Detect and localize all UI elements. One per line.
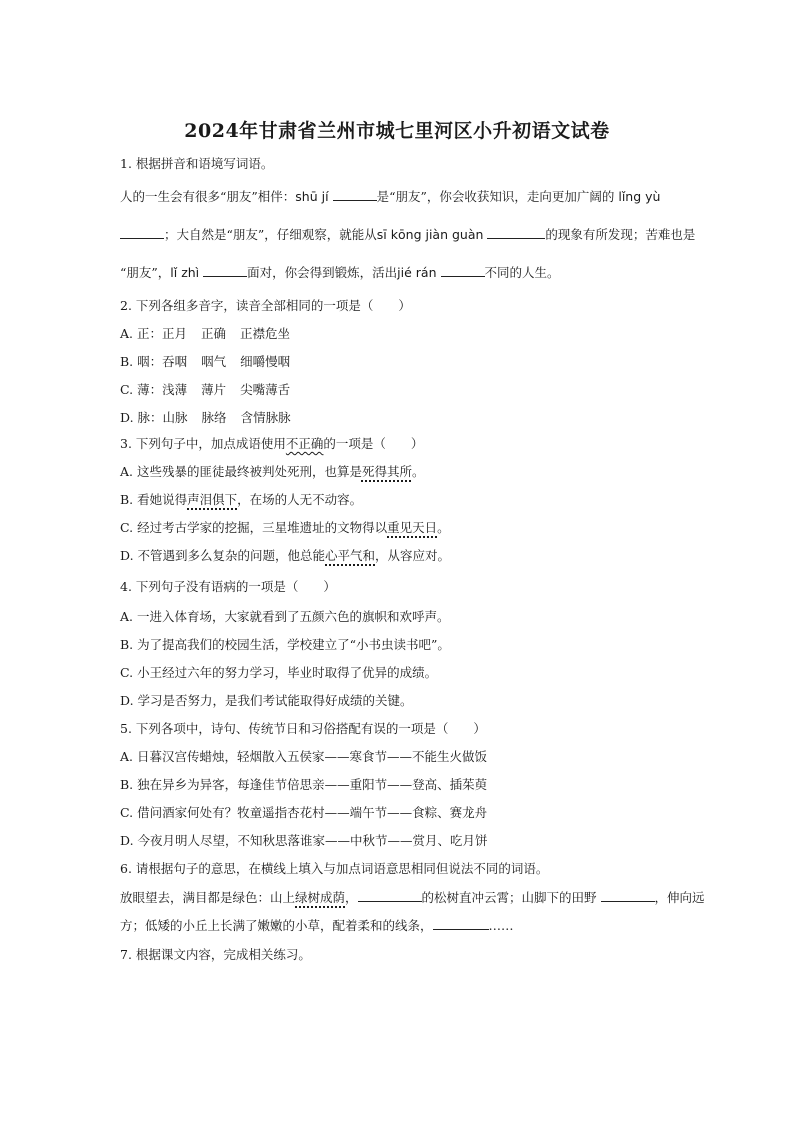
- q5-option-a: A. 日暮汉宫传蜡烛，轻烟散入五侯家——寒食节——不能生火做饭: [120, 749, 487, 764]
- q5-option-c: C. 借问酒家何处有？牧童遥指杏花村——端午节——食粽、赛龙舟: [120, 805, 488, 820]
- pinyin-4: lǐ zhì: [170, 265, 200, 280]
- q4-option-b: B. 为了提高我们的校园生活，学校建立了“小书虫读书吧”。: [120, 637, 450, 652]
- pinyin-5: jié rán: [397, 265, 437, 280]
- q2-option-d: D. 脉：山脉 脉络 含情脉脉: [120, 410, 291, 425]
- answer-blank[interactable]: [358, 889, 422, 902]
- q3-option-c: C. 经过考古学家的挖掘，三星堆遗址的文物得以重见天日。: [120, 520, 450, 535]
- q2-option-c: C. 薄：浅薄 薄片 尖嘴薄舌: [120, 382, 291, 397]
- q1-line-2: ；大自然是“朋友”，仔细观察，就能从sī kōng jiàn guàn 的现象有所发现；苦难也是: [120, 226, 695, 244]
- q3-stem: 3. 下列句子中，加点成语使用不正确的一项是（ ）: [120, 436, 424, 451]
- q3-option-a: A. 这些残暴的匪徒最终被判处死刑，也算是死得其所。: [120, 464, 425, 479]
- answer-blank[interactable]: [333, 188, 377, 201]
- answer-blank[interactable]: [433, 917, 489, 930]
- dotted-idiom: 重见天日: [387, 520, 438, 535]
- dotted-idiom: 心平气和: [325, 548, 376, 563]
- q1-stem: 1. 根据拼音和语境写词语。: [120, 156, 274, 171]
- q5-option-d: D. 今夜月明人尽望，不知秋思落谁家——中秋节——赏月、吃月饼: [120, 833, 488, 848]
- q7-stem: 7. 根据课文内容，完成相关练习。: [120, 947, 311, 962]
- pinyin-2: lǐng yù: [618, 189, 661, 204]
- q4-stem: 4. 下列句子没有语病的一项是（ ）: [120, 579, 336, 594]
- answer-blank[interactable]: [120, 226, 164, 239]
- q1-line-1: 人的一生会有很多“朋友”相伴：shū jí 是“朋友”，你会收获知识，走向更加广阔的 lǐng yù: [120, 189, 661, 204]
- q4-option-d: D. 学习是否努力，是我们考试能取得好成绩的关键。: [120, 693, 413, 708]
- q1-line-3: “朋友”，lǐ zhì 面对，你会得到锻炼，活出jié rán 不同的人生。: [120, 265, 560, 280]
- pinyin-3: sī kōng jiàn guàn: [376, 227, 484, 242]
- emphasis-not-correct: 不正确: [285, 436, 324, 451]
- pinyin-1: shū jí: [295, 189, 329, 204]
- q3-option-d: D. 不管遇到多么复杂的问题，他总能心平气和，从容应对。: [120, 548, 451, 563]
- answer-blank[interactable]: [601, 889, 655, 902]
- dotted-phrase: 绿树成荫: [295, 890, 346, 905]
- q6-line-1: 放眼望去，满目都是绿色：山上绿树成荫， 的松树直冲云霄；山脚下的田野 ，伸向远: [120, 890, 705, 905]
- q6-stem: 6. 请根据句子的意思，在横线上填入与加点词语意思相同但说法不同的词语。: [120, 861, 549, 876]
- dotted-idiom: 声泪俱下: [187, 492, 238, 507]
- q2-stem: 2. 下列各组多音字，读音全部相同的一项是（ ）: [120, 298, 411, 313]
- dotted-idiom: 死得其所: [361, 464, 412, 479]
- q6-line-2: 方；低矮的小丘上长满了嫩嫩的小草，配着柔和的线条， ……: [120, 918, 514, 933]
- answer-blank[interactable]: [487, 226, 545, 239]
- q4-option-c: C. 小王经过六年的努力学习，毕业时取得了优异的成绩。: [120, 665, 438, 680]
- q2-option-b: B. 咽：吞咽 咽气 细嚼慢咽: [120, 354, 291, 369]
- q5-option-b: B. 独在异乡为异客，每逢佳节倍思亲——重阳节——登高、插茱萸: [120, 777, 488, 792]
- q2-option-a: A. 正：正月 正确 正襟危坐: [120, 326, 291, 341]
- answer-blank[interactable]: [441, 264, 485, 277]
- q5-stem: 5. 下列各项中，诗句、传统节日和习俗搭配有误的一项是（ ）: [120, 721, 486, 736]
- answer-blank[interactable]: [203, 264, 247, 277]
- page-title: 2024年甘肃省兰州市城七里河区小升初语文试卷: [184, 120, 610, 142]
- q4-option-a: A. 一进入体育场，大家就看到了五颜六色的旗帜和欢呼声。: [120, 609, 450, 624]
- q3-option-b: B. 看她说得声泪俱下，在场的人无不动容。: [120, 492, 363, 507]
